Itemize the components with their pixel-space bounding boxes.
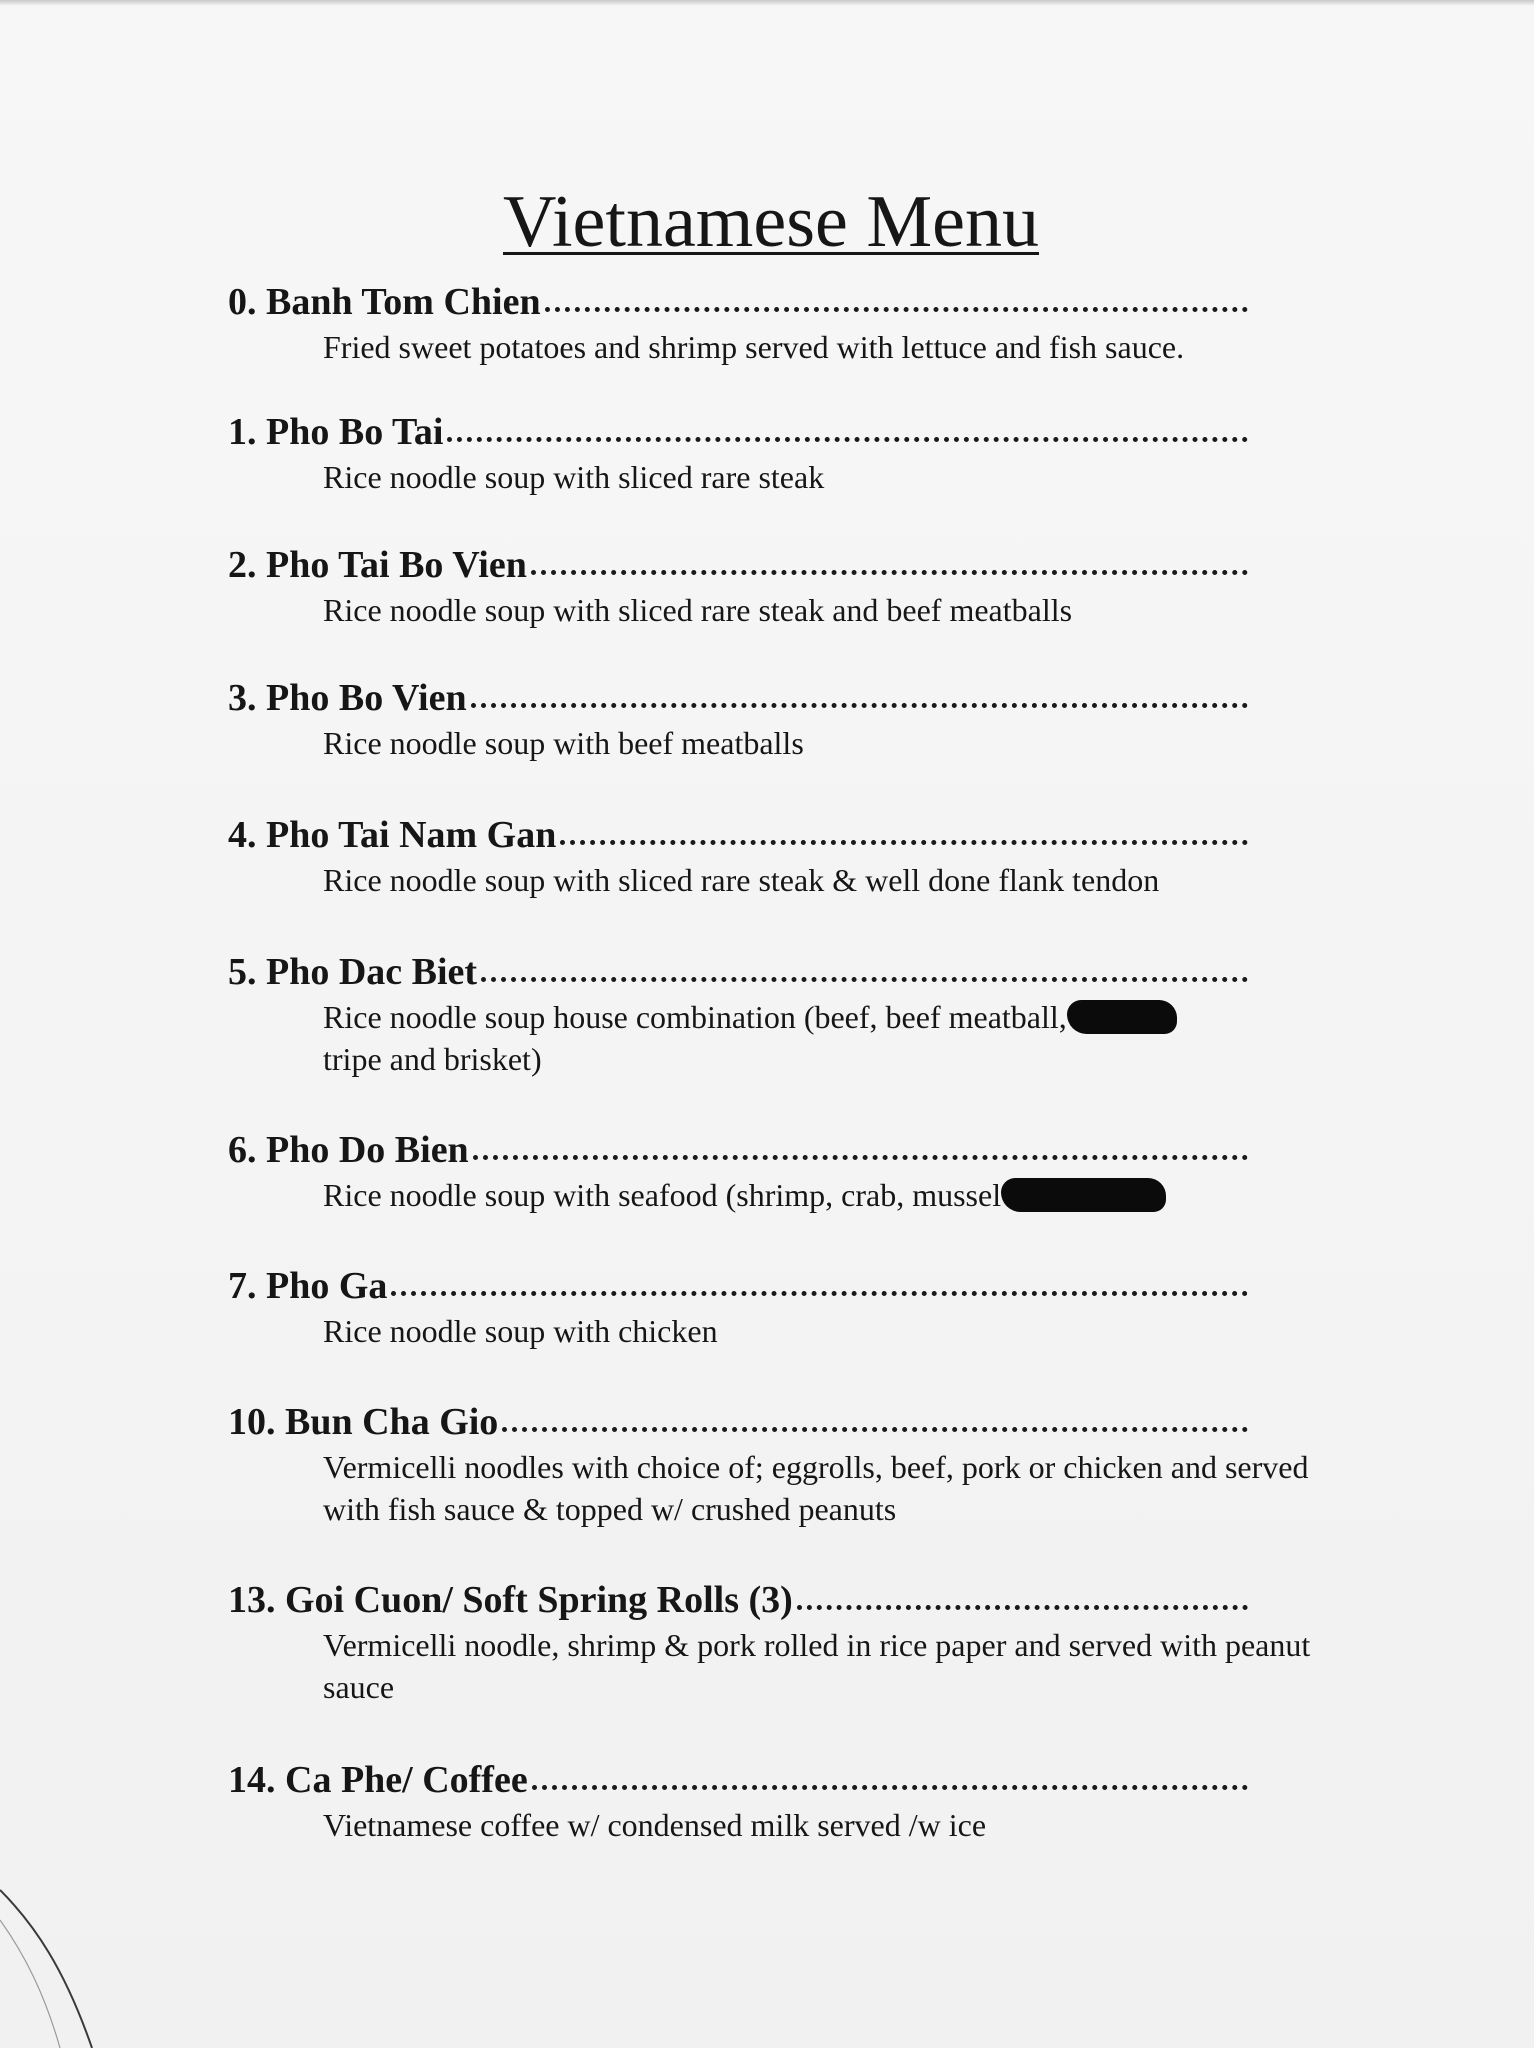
menu-item-header — [228, 410, 1248, 454]
dotted-leader — [545, 307, 1248, 312]
menu-item-13 — [228, 1578, 1348, 1708]
menu-item-header — [228, 1128, 1248, 1172]
menu-item-name: 6. Pho Do Bien — [228, 1129, 469, 1171]
menu-item-description: Rice noodle soup with sliced rare steak and beef meatballs — [323, 592, 1073, 628]
menu-item-6 — [228, 1128, 1348, 1216]
menu-item-description-text: tripe and brisket) — [323, 1041, 542, 1077]
dotted-leader — [502, 1427, 1248, 1432]
menu-item-0 — [228, 280, 1348, 368]
menu-item-header — [228, 280, 1248, 324]
dotted-leader — [473, 1155, 1248, 1160]
menu-item-name: 2. Pho Tai Bo Vien — [228, 544, 527, 586]
menu-item-description: Rice noodle soup with beef meatballs — [323, 725, 804, 761]
menu-item-5 — [228, 950, 1348, 1080]
menu-item-description-text: Rice noodle soup house combination (beef, beef meatball, — [323, 999, 1067, 1035]
page-curl-icon — [0, 1880, 120, 2048]
menu-item-header — [228, 1264, 1248, 1308]
menu-item-name: 7. Pho Ga — [228, 1265, 388, 1307]
dotted-leader — [560, 840, 1248, 845]
dotted-leader — [391, 1291, 1248, 1296]
menu-item-name: 0. Banh Tom Chien — [228, 281, 541, 323]
menu-item-header — [228, 676, 1248, 720]
redaction-mark — [1001, 1178, 1166, 1212]
dotted-leader — [531, 570, 1248, 575]
menu-item-name: 14. Ca Phe/ Coffee — [228, 1759, 528, 1801]
dotted-leader — [471, 703, 1248, 708]
menu-item-header — [228, 950, 1248, 994]
menu-item-3 — [228, 676, 1348, 764]
menu-item-1 — [228, 410, 1348, 498]
menu-item-description — [323, 996, 1348, 1080]
menu-item-description: Fried sweet potatoes and shrimp served with lettuce and fish sauce. — [323, 329, 1185, 365]
menu-item-header — [228, 543, 1248, 587]
menu-item-7 — [228, 1264, 1348, 1352]
menu-item-description: Vermicelli noodles with choice of; eggrolls, beef, pork or chicken and served with fish sauce & topped w/ crushed peanuts — [323, 1449, 1309, 1527]
menu-item-description: Vietnamese coffee w/ condensed milk served /w ice — [323, 1807, 987, 1843]
menu-item-10 — [228, 1400, 1348, 1530]
menu-item-name: 13. Goi Cuon/ Soft Spring Rolls (3) — [228, 1579, 793, 1621]
menu-item-2 — [228, 543, 1348, 631]
menu-item-description — [323, 1174, 1348, 1216]
dotted-leader — [447, 437, 1248, 442]
menu-item-name: 4. Pho Tai Nam Gan — [228, 814, 557, 856]
menu-item-header — [228, 1578, 1248, 1622]
menu-item-description: Vermicelli noodle, shrimp & pork rolled in rice paper and served with peanut sauce — [323, 1627, 1311, 1705]
menu-item-header — [228, 1400, 1248, 1444]
page-edge-shadow — [0, 0, 1534, 6]
menu-item-description: Rice noodle soup with sliced rare steak & well done flank tendon — [323, 862, 1160, 898]
menu-item-description-text: Rice noodle soup with seafood (shrimp, crab, mussel — [323, 1177, 1002, 1213]
menu-item-header — [228, 1758, 1248, 1802]
redaction-mark — [1067, 1000, 1177, 1034]
menu-item-14 — [228, 1758, 1348, 1846]
menu-item-4 — [228, 813, 1348, 901]
page-title: Vietnamese Menu — [503, 181, 1039, 263]
dotted-leader — [797, 1605, 1248, 1610]
menu-item-name: 3. Pho Bo Vien — [228, 677, 467, 719]
menu-item-description: Rice noodle soup with chicken — [323, 1313, 718, 1349]
menu-item-name: 5. Pho Dac Biet — [228, 951, 478, 993]
menu-item-description: Rice noodle soup with sliced rare steak — [323, 459, 825, 495]
menu-item-header — [228, 813, 1248, 857]
dotted-leader — [481, 977, 1248, 982]
menu-item-name: 10. Bun Cha Gio — [228, 1401, 499, 1443]
menu-item-name: 1. Pho Bo Tai — [228, 411, 444, 453]
dotted-leader — [532, 1785, 1248, 1790]
